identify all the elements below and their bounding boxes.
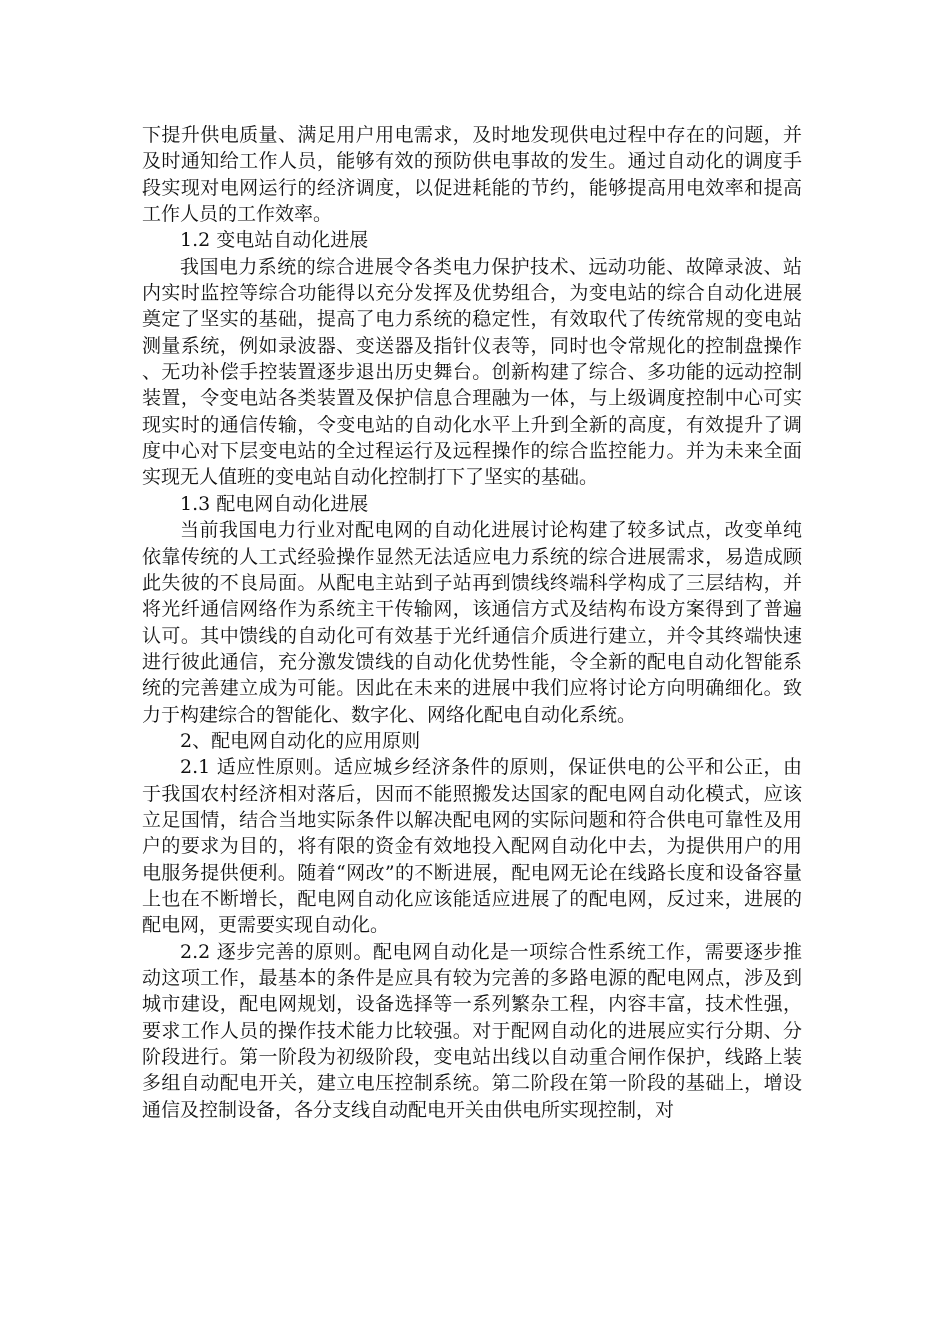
section-heading-1-2: 1.2 变电站自动化进展	[180, 229, 369, 252]
section-heading-1-3: 1.3 配电网自动化进展	[180, 492, 369, 515]
paragraph-adaptability-principle: 2.1 适应性原则。适应城乡经济条件的原则，保证供电的公平和公正，由于我国农村经济相对落后，因而不能照搬发达国家的配电网自动化模式，应该立足国情，结合当地实际条件以解决配电网的实际问题和符合供电可靠性及用户的要求为目的，将有限的资金有效地投入配网自动化中去，为提供用户的用电服务提供便利。随着“网改”的不断进展，配电网无论在线路长度和设备容量上也在不断增长，配电网自动化应该能适应进展了的配电网，反过来，进展的配电网，更需要实现自动化。	[142, 756, 802, 937]
paragraph-intro-continuation: 下提升供电质量、满足用户用电需求，及时地发现供电过程中存在的问题，并及时通知给工作人员，能够有效的预防供电事故的发生。通过自动化的调度手段实现对电网运行的经济调度，以促进耗能的节约，能够提高用电效率和提高工作人员的工作效率。	[142, 124, 802, 226]
paragraph-gradual-improvement-principle: 2.2 逐步完善的原则。配电网自动化是一项综合性系统工作，需要逐步推动这项工作，最基本的条件是应具有较为完善的多路电源的配电网点，涉及到城市建设，配电网规划，设备选择等一系列繁杂工程，内容丰富，技术性强，要求工作人员的操作技术能力比较强。对于配网自动化的进展应实行分期、分阶段进行。第一阶段为初级阶段，变电站出线以自动重合闸作保护，线路上装多组自动配电开关，建立电压控制系统。第二阶段在第一阶段的基础上，增设通信及控制设备，各分支线自动配电开关由供电所实现控制，对	[142, 940, 802, 1121]
paragraph-distribution-automation: 当前我国电力行业对配电网的自动化进展讨论构建了较多试点，改变单纯依靠传统的人工式经验操作显然无法适应电力系统的综合进展需求，易造成顾此失彼的不良局面。从配电主站到子站再到馈线终端科学构成了三层结构，并将光纤通信网络作为系统主干传输网，该通信方式及结构布设方案得到了普遍认可。其中馈线的自动化可有效基于光纤通信介质进行建立，并令其终端快速进行彼此通信，充分激发馈线的自动化优势性能，令全新的配电自动化智能系统的完善建立成为可能。因此在未来的进展中我们应将讨论方向明确细化。致力于构建综合的智能化、数字化、网络化配电自动化系统。	[142, 519, 802, 726]
section-heading-2: 2、配电网自动化的应用原则	[180, 729, 421, 752]
document-body	[142, 122, 802, 1123]
paragraph-substation-automation: 我国电力系统的综合进展令各类电力保护技术、远动功能、故障录波、站内实时监控等综合功能得以充分发挥及优势组合，为变电站的综合自动化进展奠定了坚实的基础，提高了电力系统的稳定性，有效取代了传统常规的变电站测量系统，例如录波器、变送器及指针仪表等，同时也令常规化的控制盘操作、无功补偿手控装置逐步退出历史舞台。创新构建了综合、多功能的远动控制装置，令变电站各类装置及保护信息合理融为一体，与上级调度控制中心可实现实时的通信传输，令变电站的自动化水平上升到全新的高度，有效提升了调度中心对下层变电站的全过程运行及远程操作的综合监控能力。并为未来全面实现无人值班的变电站自动化控制打下了坚实的基础。	[142, 255, 802, 489]
